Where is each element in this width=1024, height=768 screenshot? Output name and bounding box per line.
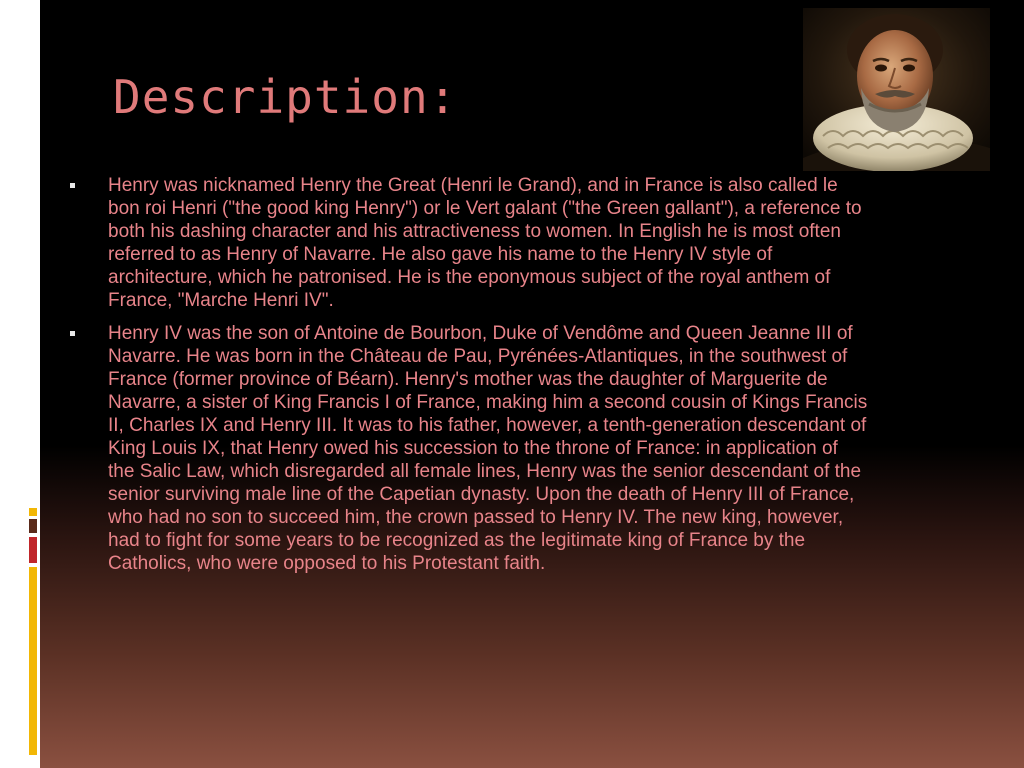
list-item <box>68 322 868 575</box>
accent-bar-brown <box>29 519 37 533</box>
accent-bar-yellow-top <box>29 508 37 516</box>
bullet-text: Henry IV was the son of Antoine de Bourbon, Duke of Vendôme and Queen Jeanne III of Navarre. He was born in the Château de Pau, Pyrénées-Atlantiques, in the southwest of France (former province of Béarn). Henry's mother was the daughter of Marguerite de Navarre, a sister of King Francis I of France, making him a second cousin of Kings Francis II, Charles IX and Henry III. It was to his father, however, a tenth-generation descendant of King Louis IX, that Henry owed his succession to the throne of France: in application of the Salic Law, which disregarded all female lines, Henry was the senior descendant of the senior surviving male line of the Capetian dynasty. Upon the death of Henry III of France, who had no son to succeed him, the crown passed to Henry IV. The new king, however, had to fight for some years to be recognized as the legitimate king of France by the Catholics, who were opposed to his Protestant faith. <box>108 323 868 574</box>
square-bullet-icon <box>70 331 75 336</box>
accent-bar-red <box>29 537 37 563</box>
slide-title: Description: <box>113 70 458 124</box>
square-bullet-icon <box>70 183 75 188</box>
portrait-image <box>803 8 990 171</box>
list-item <box>68 174 868 312</box>
accent-bar-yellow-long <box>29 567 37 755</box>
bullet-list <box>68 174 868 585</box>
bullet-text: Henry was nicknamed Henry the Great (Henri le Grand), and in France is also called le bon roi Henri ("the good king Henry") or le Vert galant ("the Green gallant"), a reference to both his dashing character and his attractiveness to women. In English he is most often referred to as Henry of Navarre. He also gave his name to the Henry IV style of architecture, which he patronised. He is the eponymous subject of the royal anthem of France, "Marche Henri IV". <box>108 175 862 311</box>
portrait-icon <box>803 8 990 171</box>
